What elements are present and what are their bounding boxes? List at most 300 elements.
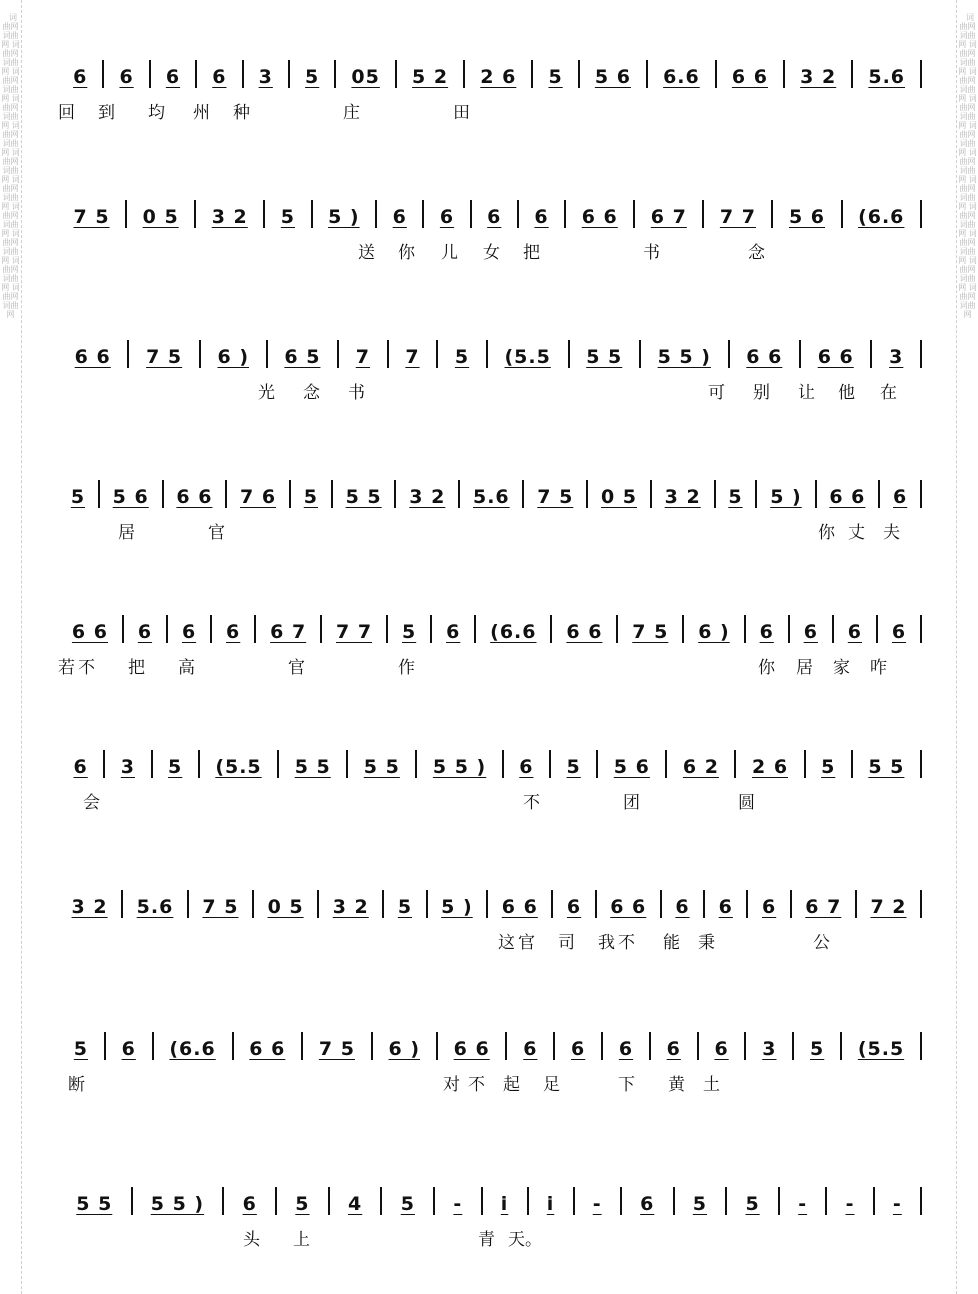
notes-row [58, 198, 922, 228]
note-group: 6 7 [270, 621, 307, 643]
lyric-char: 黄 [668, 1075, 685, 1095]
lyric-char: 书 [643, 243, 660, 263]
lyric-char: 不 [523, 793, 540, 813]
notation-system [58, 748, 922, 838]
note-group: 5 ) [770, 486, 802, 508]
notation-system [58, 478, 922, 568]
measure [58, 200, 125, 228]
note-group: 6 7 [650, 206, 687, 228]
note-group: 7 5 [537, 486, 574, 508]
lyric-char: 土 [703, 1075, 720, 1095]
lyric-char: 司 [558, 933, 575, 953]
measure [799, 340, 870, 368]
measure [586, 480, 650, 508]
measure [463, 60, 531, 88]
note-group: 6 5 [284, 346, 321, 368]
lyric-char: 州 [193, 103, 210, 123]
lyric-char: 念 [748, 243, 765, 263]
lyric-char: 你 [818, 523, 835, 543]
note-group: 5 [821, 756, 836, 778]
note-group: 7 5 [202, 896, 239, 918]
measure [301, 1032, 371, 1060]
note-group: 6 [523, 1038, 538, 1060]
note-group: 7 5 [318, 1038, 355, 1060]
note-group: 5 5 [586, 346, 623, 368]
lyric-char: 送 [358, 243, 375, 263]
measure [162, 480, 226, 508]
measure [166, 615, 210, 643]
lyric-char: 能 [663, 933, 680, 953]
measure [254, 615, 320, 643]
measure [633, 200, 702, 228]
lyric-char: 均 [148, 103, 165, 123]
note-group: 6 [566, 896, 582, 918]
measure [578, 60, 646, 88]
note-group: 6 [392, 206, 407, 228]
measure [697, 1032, 745, 1060]
measure [436, 1032, 506, 1060]
measure [620, 1187, 673, 1215]
lyric-char: 圆 [738, 793, 755, 813]
note-group: 5.6 [868, 66, 906, 88]
note-group: 5 ) [328, 206, 360, 228]
measure [222, 1187, 275, 1215]
note-group: 5 [454, 346, 470, 368]
note-group: 0 5 [142, 206, 179, 228]
note-group: 6 7 [805, 896, 842, 918]
measure [198, 750, 277, 778]
lyrics-row [58, 518, 922, 542]
measure [601, 1032, 649, 1060]
jianpu-score [58, 0, 922, 1294]
note-group: 5 [280, 206, 296, 228]
measure [788, 615, 832, 643]
measure [131, 1187, 223, 1215]
measure [275, 1187, 328, 1215]
measure [426, 890, 487, 918]
lyric-char: 儿 [441, 243, 458, 263]
note-group: 6 6 [501, 896, 538, 918]
measure [187, 890, 252, 918]
note-group: 5 [728, 486, 743, 508]
note-group: 6 6 [71, 621, 108, 643]
note-group: 6 [666, 1038, 681, 1060]
note-group: 05 [351, 66, 380, 88]
lyrics-row [58, 98, 922, 122]
note-group: 6 ) [217, 346, 250, 368]
measure [225, 480, 289, 508]
lyric-char: 念 [303, 383, 320, 403]
note-group: 5 [397, 896, 413, 918]
measure [194, 200, 263, 228]
note-group: 5 ) [441, 896, 473, 918]
measure [564, 200, 633, 228]
measure [433, 1187, 480, 1215]
note-group: 6 [534, 206, 549, 228]
measure [122, 615, 166, 643]
measure [840, 1032, 922, 1060]
measure [783, 60, 851, 88]
measure [549, 750, 596, 778]
measure [152, 1032, 232, 1060]
note-group: 6 6 [829, 486, 866, 508]
note-group: 0 5 [267, 896, 304, 918]
measure [328, 1187, 381, 1215]
measure [210, 615, 254, 643]
lyric-char: 在 [880, 383, 897, 403]
note-group: 5 [73, 1038, 89, 1060]
measure [58, 1032, 104, 1060]
note-group: 6 6 [453, 1038, 490, 1060]
measure [415, 750, 501, 778]
measure [815, 480, 879, 508]
measure [394, 480, 458, 508]
lyric-char: 女 [483, 243, 500, 263]
note-group: 6 [675, 896, 690, 918]
measure [870, 340, 922, 368]
lyric-char: 把 [523, 243, 540, 263]
note-group: - [453, 1193, 463, 1215]
measure [458, 480, 522, 508]
lyrics-row [58, 378, 922, 402]
note-group: 5 [305, 66, 320, 88]
measure [755, 480, 814, 508]
measure [382, 890, 425, 918]
note-group: 6 ) [388, 1038, 421, 1060]
lyric-char: 不 [78, 658, 95, 678]
lyrics-row [58, 653, 922, 677]
note-group: 5 [303, 486, 318, 508]
measure [149, 60, 195, 88]
note-group: (6.6 [169, 1038, 216, 1060]
measure [505, 1032, 553, 1060]
note-group: 6 6 [746, 346, 783, 368]
measure [639, 340, 728, 368]
measure [151, 750, 198, 778]
measure [58, 480, 98, 508]
lyric-char: 你 [758, 658, 775, 678]
note-group: 7 5 [73, 206, 110, 228]
measure [266, 340, 337, 368]
lyric-char: 种 [233, 103, 250, 123]
measure [102, 60, 148, 88]
note-group: 7 [405, 346, 420, 368]
note-group: 6 [640, 1193, 655, 1215]
measure [387, 340, 437, 368]
note-group: 7 [355, 346, 370, 368]
lyric-char: 公 [813, 933, 830, 953]
note-group: 6 [137, 621, 153, 643]
note-group: 5 [692, 1193, 708, 1215]
measure [595, 890, 660, 918]
note-group: 6 [212, 66, 227, 88]
measure [702, 200, 771, 228]
measure [317, 890, 382, 918]
note-group: 6 [847, 621, 863, 643]
note-group: 7 5 [146, 346, 183, 368]
measure [58, 750, 103, 778]
measure [804, 750, 851, 778]
note-group: 3 2 [211, 206, 248, 228]
measure [855, 890, 922, 918]
notes-row [58, 748, 922, 778]
note-group: 6 [73, 756, 88, 778]
note-group: 5 [295, 1193, 310, 1215]
note-group: 6 [487, 206, 502, 228]
lyric-char: 居 [796, 658, 813, 678]
measure [288, 60, 334, 88]
note-group: 6 [226, 621, 241, 643]
note-group: 6.6 [663, 66, 700, 88]
note-group: 5 6 [788, 206, 826, 228]
measure [778, 1187, 825, 1215]
measure [436, 340, 486, 368]
measure [104, 1032, 152, 1060]
measure [771, 200, 840, 228]
measure [371, 1032, 436, 1060]
note-group: 7 7 [336, 621, 373, 643]
measure [252, 890, 317, 918]
measure [715, 60, 783, 88]
note-group: - [798, 1193, 808, 1215]
notes-row [58, 1185, 922, 1215]
measure [277, 750, 346, 778]
note-group: 5 6 [112, 486, 149, 508]
note-group: 3 [258, 66, 273, 88]
notes-row [58, 478, 922, 508]
notation-system [58, 613, 922, 703]
measure [714, 480, 756, 508]
lyric-char: 这 [498, 933, 515, 953]
measure [553, 1032, 601, 1060]
note-group: 3 [120, 756, 136, 778]
note-group: 2 6 [751, 756, 789, 778]
measure [486, 340, 568, 368]
measure [616, 615, 682, 643]
note-group: - [892, 1193, 902, 1215]
measure [825, 1187, 872, 1215]
note-group: - [845, 1193, 855, 1215]
measure [320, 615, 386, 643]
watermark-strip-left: 词曲网 词曲网 词曲网 词曲网 词曲网 词曲网 词曲网 词曲网 词曲网 词曲网 词曲网 词曲网 词曲网 词曲网 词曲网 词曲网 词曲网 词曲网 词曲网 词曲网 词曲网 词曲网 [0, 0, 22, 1294]
note-group: 3 [889, 346, 904, 368]
notation-system [58, 58, 922, 148]
lyric-char: 到 [98, 103, 115, 123]
measure [744, 615, 788, 643]
measure [311, 200, 376, 228]
lyric-char: 居 [118, 523, 135, 543]
lyric-char: 足 [543, 1075, 560, 1095]
measure [682, 615, 743, 643]
measure [334, 60, 395, 88]
measure [873, 1187, 922, 1215]
notation-system [58, 1030, 922, 1120]
note-group: 5 5 ) [657, 346, 711, 368]
measure [380, 1187, 433, 1215]
measure [527, 1187, 573, 1215]
lyric-char: 你 [398, 243, 415, 263]
measure [876, 615, 922, 643]
note-group: 5.6 [136, 896, 174, 918]
notes-row [58, 888, 922, 918]
note-group: 6 [439, 206, 455, 228]
measure [851, 750, 922, 778]
note-group: 6 [718, 896, 733, 918]
lyrics-row [58, 788, 922, 812]
measure [430, 615, 474, 643]
measure [551, 890, 594, 918]
note-group: 6 [714, 1038, 729, 1060]
note-group: 5 2 [412, 66, 449, 88]
note-group: 5 [400, 1193, 415, 1215]
notation-system [58, 198, 922, 288]
measure [337, 340, 387, 368]
lyric-char: 作 [398, 658, 415, 678]
note-group: 6 6 [566, 621, 603, 643]
measure [746, 890, 789, 918]
note-group: 7 7 [719, 206, 756, 228]
measure [596, 750, 665, 778]
measure [568, 340, 639, 368]
measure [728, 340, 799, 368]
lyric-char: 我 [598, 933, 615, 953]
lyric-char: 若 [58, 658, 75, 678]
lyric-char: 可 [708, 383, 725, 403]
measure [744, 1032, 792, 1060]
lyrics-row [58, 1225, 922, 1249]
note-group: i [546, 1193, 555, 1215]
measure [103, 750, 150, 778]
measure [395, 60, 463, 88]
notation-system [58, 1185, 922, 1275]
note-group: 5 5 [294, 756, 331, 778]
measure [58, 1187, 131, 1215]
note-group: (5.5 [504, 346, 551, 368]
note-group: 5 [70, 486, 86, 508]
note-group: 5 5 [76, 1193, 113, 1215]
measure [470, 200, 517, 228]
measure [725, 1187, 778, 1215]
note-group: 5 5 ) [432, 756, 487, 778]
measure [517, 200, 564, 228]
measure [878, 480, 922, 508]
note-group: 5 [810, 1038, 825, 1060]
note-group: 5 [168, 756, 183, 778]
lyric-char: 官 [518, 933, 535, 953]
note-group: 6 [73, 66, 88, 88]
note-group: 3 2 [664, 486, 701, 508]
lyric-char: 不 [618, 933, 635, 953]
note-group: 5 6 [594, 66, 631, 88]
lyric-char: 上 [293, 1230, 310, 1250]
note-group: 3 2 [71, 896, 108, 918]
lyrics-row [58, 238, 922, 262]
measure [660, 890, 703, 918]
lyric-char: 他 [838, 383, 855, 403]
note-group: 7 5 [632, 621, 669, 643]
measure [386, 615, 430, 643]
note-group: 6 6 [176, 486, 213, 508]
note-group: 6 [446, 621, 461, 643]
note-group: 6 [893, 486, 908, 508]
lyric-char: 光 [258, 383, 275, 403]
lyric-char: 家 [833, 658, 850, 678]
measure [646, 60, 715, 88]
note-group: 3 2 [332, 896, 369, 918]
measure [573, 1187, 620, 1215]
note-group: 0 5 [600, 486, 638, 508]
measure [289, 480, 331, 508]
measure [841, 200, 922, 228]
measure [851, 60, 922, 88]
notes-row [58, 1030, 922, 1060]
note-group: 2 6 [480, 66, 517, 88]
measure [481, 1187, 527, 1215]
notes-row [58, 613, 922, 643]
lyric-char: 书 [348, 383, 365, 403]
lyric-char: 田 [453, 103, 470, 123]
measure [346, 750, 415, 778]
measure [486, 890, 551, 918]
note-group: 6 6 [581, 206, 618, 228]
note-group: 5 [745, 1193, 760, 1215]
lyric-char: 会 [83, 793, 100, 813]
measure [331, 480, 395, 508]
measure [121, 890, 187, 918]
measure [502, 750, 549, 778]
note-group: i [500, 1193, 509, 1215]
note-group: 6 [519, 756, 534, 778]
lyric-char: 高 [178, 658, 195, 678]
note-group: 5 [566, 756, 581, 778]
measure [531, 60, 577, 88]
measure [522, 480, 586, 508]
lyric-char: 官 [288, 658, 305, 678]
note-group: 6 [618, 1038, 634, 1060]
measure [242, 60, 288, 88]
note-group: 6 [165, 66, 181, 88]
lyric-char: 起 [503, 1075, 520, 1095]
measure [232, 1032, 302, 1060]
lyric-char: 让 [798, 383, 815, 403]
note-group: (5.5 [857, 1038, 905, 1060]
measure [649, 1032, 697, 1060]
measure [375, 200, 422, 228]
lyrics-row [58, 928, 922, 952]
note-group: 6 [119, 66, 134, 88]
measure [58, 60, 102, 88]
lyrics-row [58, 1070, 922, 1094]
lyric-char: 夫 [883, 523, 900, 543]
measure [665, 750, 734, 778]
lyric-char: 把 [128, 658, 145, 678]
measure [474, 615, 550, 643]
note-group: 6 [761, 896, 777, 918]
lyric-char: 秉 [698, 933, 715, 953]
note-group: 5 6 [613, 756, 650, 778]
measure [734, 750, 803, 778]
note-group: 6 2 [682, 756, 719, 778]
lyric-char: 庄 [343, 103, 360, 123]
note-group: (6.6 [490, 621, 537, 643]
note-group: 5 5 [868, 756, 905, 778]
lyric-char: 头 [243, 1230, 260, 1250]
notation-system [58, 888, 922, 978]
note-group: 6 6 [610, 896, 647, 918]
measure [195, 60, 241, 88]
measure [703, 890, 746, 918]
lyric-char: 咋 [870, 658, 887, 678]
